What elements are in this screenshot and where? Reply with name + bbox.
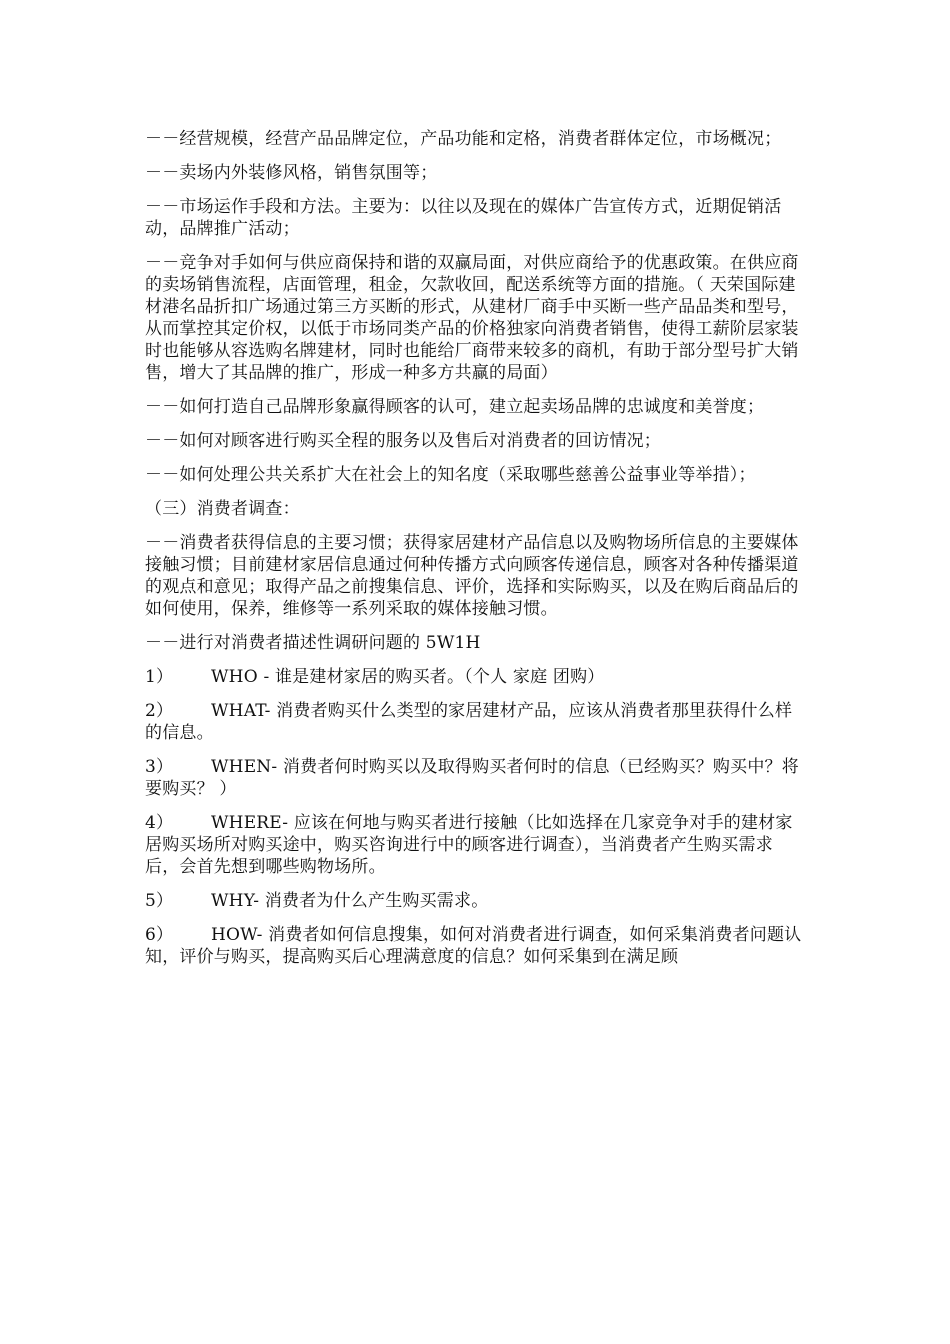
list-item-how — [145, 924, 805, 968]
list-item-what — [145, 700, 805, 744]
list-text: WHY- 消费者为什么产生购买需求。 — [211, 891, 489, 911]
paragraph-market-operation: －－市场运作手段和方法。主要为：以往以及现在的媒体广告宣传方式，近期促销活动，品牌推广活动； — [145, 197, 782, 239]
list-number: 5） — [145, 891, 174, 911]
list-number: 6） — [145, 925, 174, 945]
list-item-when — [145, 756, 805, 800]
list-number: 3） — [145, 757, 174, 777]
list-text: WHEN- 消费者何时购买以及取得购买者何时的信息（已经购买？购买中？将要购买？ ） — [145, 757, 799, 799]
list-number: 1） — [145, 667, 174, 687]
list-text: WHAT- 消费者购买什么类型的家居建材产品，应该从消费者那里获得什么样的信息。 — [145, 701, 793, 743]
section-heading-consumer-survey: （三）消费者调查： — [145, 499, 300, 519]
list-number: 2） — [145, 701, 174, 721]
paragraph-brand-image: －－如何打造自己品牌形象赢得顾客的认可，建立起卖场品牌的忠诚度和美誉度； — [145, 397, 765, 417]
list-text: HOW- 消费者如何信息搜集，如何对消费者进行调查，如何采集消费者问题认知，评价与购买，提高购买后心理满意度的信息？如何采集到在满足顾 — [145, 925, 802, 967]
list-text: WHO - 谁是建材家居的购买者。（个人 家庭 团购） — [211, 667, 605, 687]
paragraph-public-relations: －－如何处理公共关系扩大在社会上的知名度（采取哪些慈善公益事业等举措）； — [145, 465, 756, 485]
paragraph-competitor-suppliers: －－竞争对手如何与供应商保持和谐的双赢局面，对供应商给予的优惠政策。在供应商的卖场销售流程，店面管理，租金，欠款收回，配送系统等方面的措施。（ 天荣国际建材港名品折扣广场通过第三方买断的形式，从建材厂商手中买断一些产品品类和型号，从而掌控其定价权，以低于市场同类产品的价格独家向消费者销售，使得工薪阶层家装时也能够从容选购名牌建材，同时也能给厂商带来较多的商机，有助于部分型号扩大销售，增大了其品牌的推广，形成一种多方共赢的局面） — [145, 253, 799, 383]
list-text: WHERE- 应该在何地与购买者进行接触（比如选择在几家竞争对手的建材家居购买场所对购买途中，购买咨询进行中的顾客进行调查），当消费者产生购买需求后，会首先想到哪些购物场所。 — [145, 813, 793, 877]
paragraph-store-style: －－卖场内外装修风格，销售氛围等； — [145, 163, 438, 183]
paragraph-customer-service: －－如何对顾客进行购买全程的服务以及售后对消费者的回访情况； — [145, 431, 661, 451]
document-body — [145, 128, 805, 980]
paragraph-information-habits: －－消费者获得信息的主要习惯；获得家居建材产品信息以及购物场所信息的主要媒体接触习惯；目前建材家居信息通过何种传播方式向顾客传递信息，顾客对各种传播渠道的观点和意见；取得产品之前搜集信息、评价，选择和实际购买，以及在购后商品后的如何使用，保养，维修等一系列采取的媒体接触习惯。 — [145, 533, 799, 619]
paragraph-business-scale: －－经营规模，经营产品品牌定位，产品功能和定格，消费者群体定位，市场概况； — [145, 129, 782, 149]
paragraph-5w1h-intro: －－进行对消费者描述性调研问题的 5W1H — [145, 633, 481, 653]
list-number: 4） — [145, 813, 174, 833]
list-item-why — [145, 890, 805, 912]
list-item-where — [145, 812, 805, 878]
list-item-who — [145, 666, 805, 688]
